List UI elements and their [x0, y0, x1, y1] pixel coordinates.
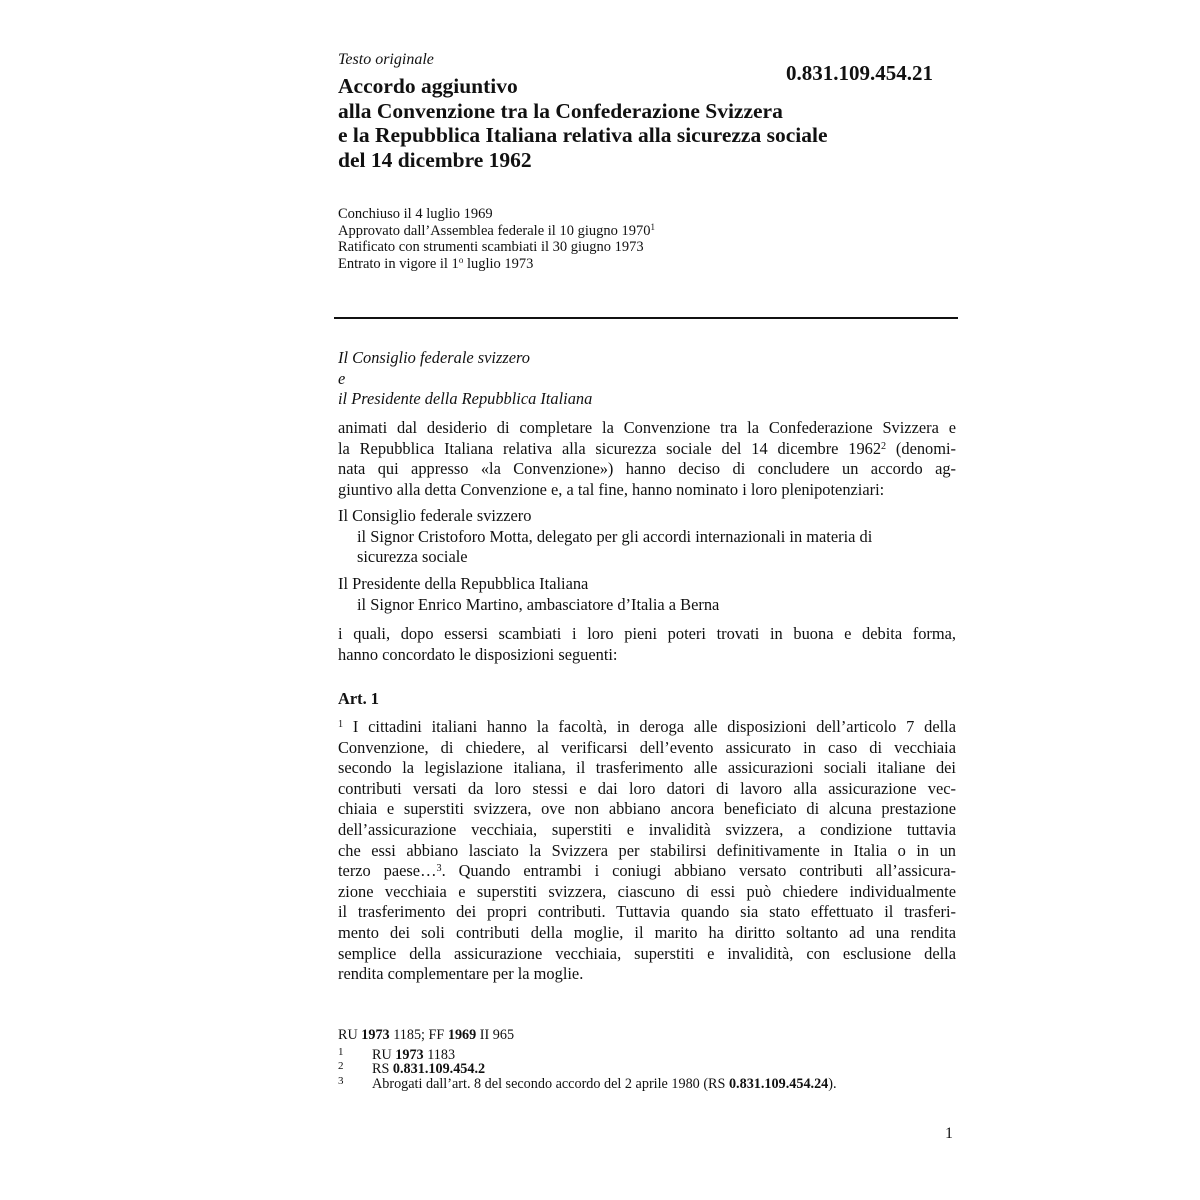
ref-year: 1969 — [447, 1027, 477, 1043]
concluded-date: Conchiuso il 4 luglio 1969 — [338, 206, 493, 222]
footnote-1 — [338, 1045, 837, 1063]
footnote-text: RU — [372, 1046, 396, 1063]
title-line: alla Convenzione tra la Confederazione Svizzera — [338, 98, 783, 123]
line-text: I cittadini italiani hanno la facoltà, in deroga alle disposizioni dell’articolo 7 della — [343, 717, 956, 736]
article-heading: Art. 1 — [338, 689, 379, 708]
footnote-number: 2 — [338, 1060, 344, 1072]
party-a: Il Consiglio federale svizzero — [338, 348, 530, 367]
in-force-text: Entrato in vigore il 1 — [338, 255, 459, 272]
footnote-bold: 0.831.109.454.2 — [392, 1061, 486, 1077]
paragraph-line: mento dei soli contributi della moglie, il marito ha diritto soltanto ad una rendita — [338, 922, 956, 942]
approved-date — [338, 223, 655, 240]
in-force-text-end: luglio 1973 — [463, 255, 534, 272]
line-text: la Repubblica Italiana relativa alla sicurezza sociale del 14 dicembre 1962 — [338, 438, 882, 458]
footnote-text: Abrogati dall’art. 8 del secondo accordo del 2 aprile 1980 (RS — [372, 1075, 729, 1092]
separator-rule — [334, 317, 958, 319]
paragraph-line — [338, 717, 956, 738]
footnote-text: ). — [828, 1075, 837, 1092]
agreement-clause — [338, 624, 956, 665]
footnote-number: 3 — [338, 1074, 344, 1087]
in-force-date — [338, 256, 655, 273]
footnote-ref: 3 — [436, 863, 442, 875]
title-line: e la Repubblica Italiana relativa alla sicurezza sociale — [338, 123, 828, 147]
paragraph-line: i quali, dopo essersi scambiati i loro pieni poteri trovati in buona e debita forma, — [338, 624, 956, 643]
ref-text: 1185; FF — [389, 1027, 448, 1043]
line-text: (denomi- — [886, 438, 957, 458]
plenipotentiary-title: Il Presidente della Repubblica Italiana — [338, 574, 589, 593]
plenipotentiary-swiss — [338, 506, 956, 568]
footnote-text: 1183 — [423, 1046, 456, 1063]
paragraph-line — [338, 861, 956, 882]
footnote-ref: 1 — [650, 222, 655, 233]
paragraph-line: semplice della assicurazione vecchiaia, superstiti e invalidità, con esclusione della — [338, 943, 956, 963]
ordinal-sup: o — [458, 255, 464, 266]
paragraph-line: hanno concordato le disposizioni seguenti: — [338, 644, 618, 664]
footnote-bold: 0.831.109.454.24 — [728, 1075, 829, 1092]
approved-text: Approvato dall’Assemblea federale il 10 giugno 1970 — [338, 222, 651, 239]
party-b: il Presidente della Repubblica Italiana — [338, 389, 593, 409]
sr-number: 0.831.109.454.21 — [786, 61, 933, 85]
paragraph-line: che essi abbiano lasciato la Svizzera per stabilirsi definitivamente in Italia o in un — [338, 840, 956, 860]
article-body — [338, 717, 956, 985]
paragraph-line: contributi versati da loro stessi e dai loro datori di lavoro alla assicurazione vec- — [338, 778, 956, 798]
footnote-bold: 1973 — [395, 1046, 424, 1063]
plenipotentiary-title: Il Consiglio federale svizzero — [338, 506, 532, 525]
paragraph-number: 1 — [338, 718, 344, 730]
paragraph-line: rendita complementare per la moglie. — [338, 964, 584, 984]
footnotes — [338, 1028, 837, 1091]
original-text-label: Testo originale — [338, 51, 434, 68]
plenipotentiary-name: sicurezza sociale — [357, 547, 468, 567]
plenipotentiary-italian — [338, 574, 956, 615]
line-text: . Quando entrambi i coniugi abbiano versato contributi all’assicura- — [441, 861, 956, 881]
preamble-paragraph — [338, 418, 956, 500]
paragraph-line: Convenzione, di chiedere, al verificarsi dell’evento assicurato in caso di vecchiaia — [338, 737, 956, 757]
plenipotentiary-name: il Signor Enrico Martino, ambasciatore d’Italia a Berna — [357, 594, 720, 614]
ref-text: RU — [338, 1027, 362, 1043]
paragraph-line: giuntivo alla detta Convenzione e, a tal fine, hanno nominato i loro plenipotenziari: — [338, 479, 885, 499]
paragraph-line: animati dal desiderio di completare la Convenzione tra la Confederazione Svizzera e — [338, 418, 956, 437]
footnote-ref: 2 — [881, 440, 887, 452]
title-line: del 14 dicembre 1962 — [338, 147, 532, 172]
paragraph-line: dell’assicurazione vecchiaia, superstiti e invalidità svizzera, a condizione tuttavia — [338, 819, 956, 839]
contracting-parties — [338, 348, 956, 410]
footnote-number: 1 — [338, 1045, 344, 1058]
line-text: terzo paese… — [338, 861, 437, 881]
paragraph-line: il trasferimento dei propri contributi. Tuttavia quando sia stato effettuato il trasferi- — [338, 902, 956, 922]
ref-text: II 965 — [476, 1027, 515, 1043]
ratified-date: Ratificato con strumenti scambiati il 30 giugno 1973 — [338, 239, 644, 256]
official-compilation-reference — [338, 1028, 837, 1043]
paragraph-line: zione vecchiaia e superstiti svizzera, ciascuno di essi può chiedere individualmente — [338, 881, 956, 901]
ref-year: 1973 — [361, 1027, 390, 1043]
footnote-3 — [338, 1074, 837, 1092]
page-number: 1 — [945, 1125, 953, 1142]
paragraph-line: nata qui appresso «la Convenzione») hanno deciso di concludere un accordo ag- — [338, 459, 956, 479]
footnote-2 — [338, 1062, 837, 1077]
party-conjunction: e — [338, 368, 346, 388]
dates-block — [338, 206, 655, 272]
paragraph-line — [338, 439, 956, 460]
footnote-text: RS — [372, 1061, 393, 1077]
paragraph-line: chiaia e superstiti svizzera, ove non abbiano ancora beneficiato di alcuna prestazione — [338, 799, 956, 819]
title-line: Accordo aggiuntivo — [338, 74, 518, 98]
plenipotentiary-name: il Signor Cristoforo Motta, delegato per gli accordi internazionali in materia di — [357, 526, 873, 546]
paragraph-line: secondo la legislazione italiana, il trasferimento alle assicurazioni sociali italiane dei — [338, 758, 956, 778]
document-title — [338, 74, 827, 172]
